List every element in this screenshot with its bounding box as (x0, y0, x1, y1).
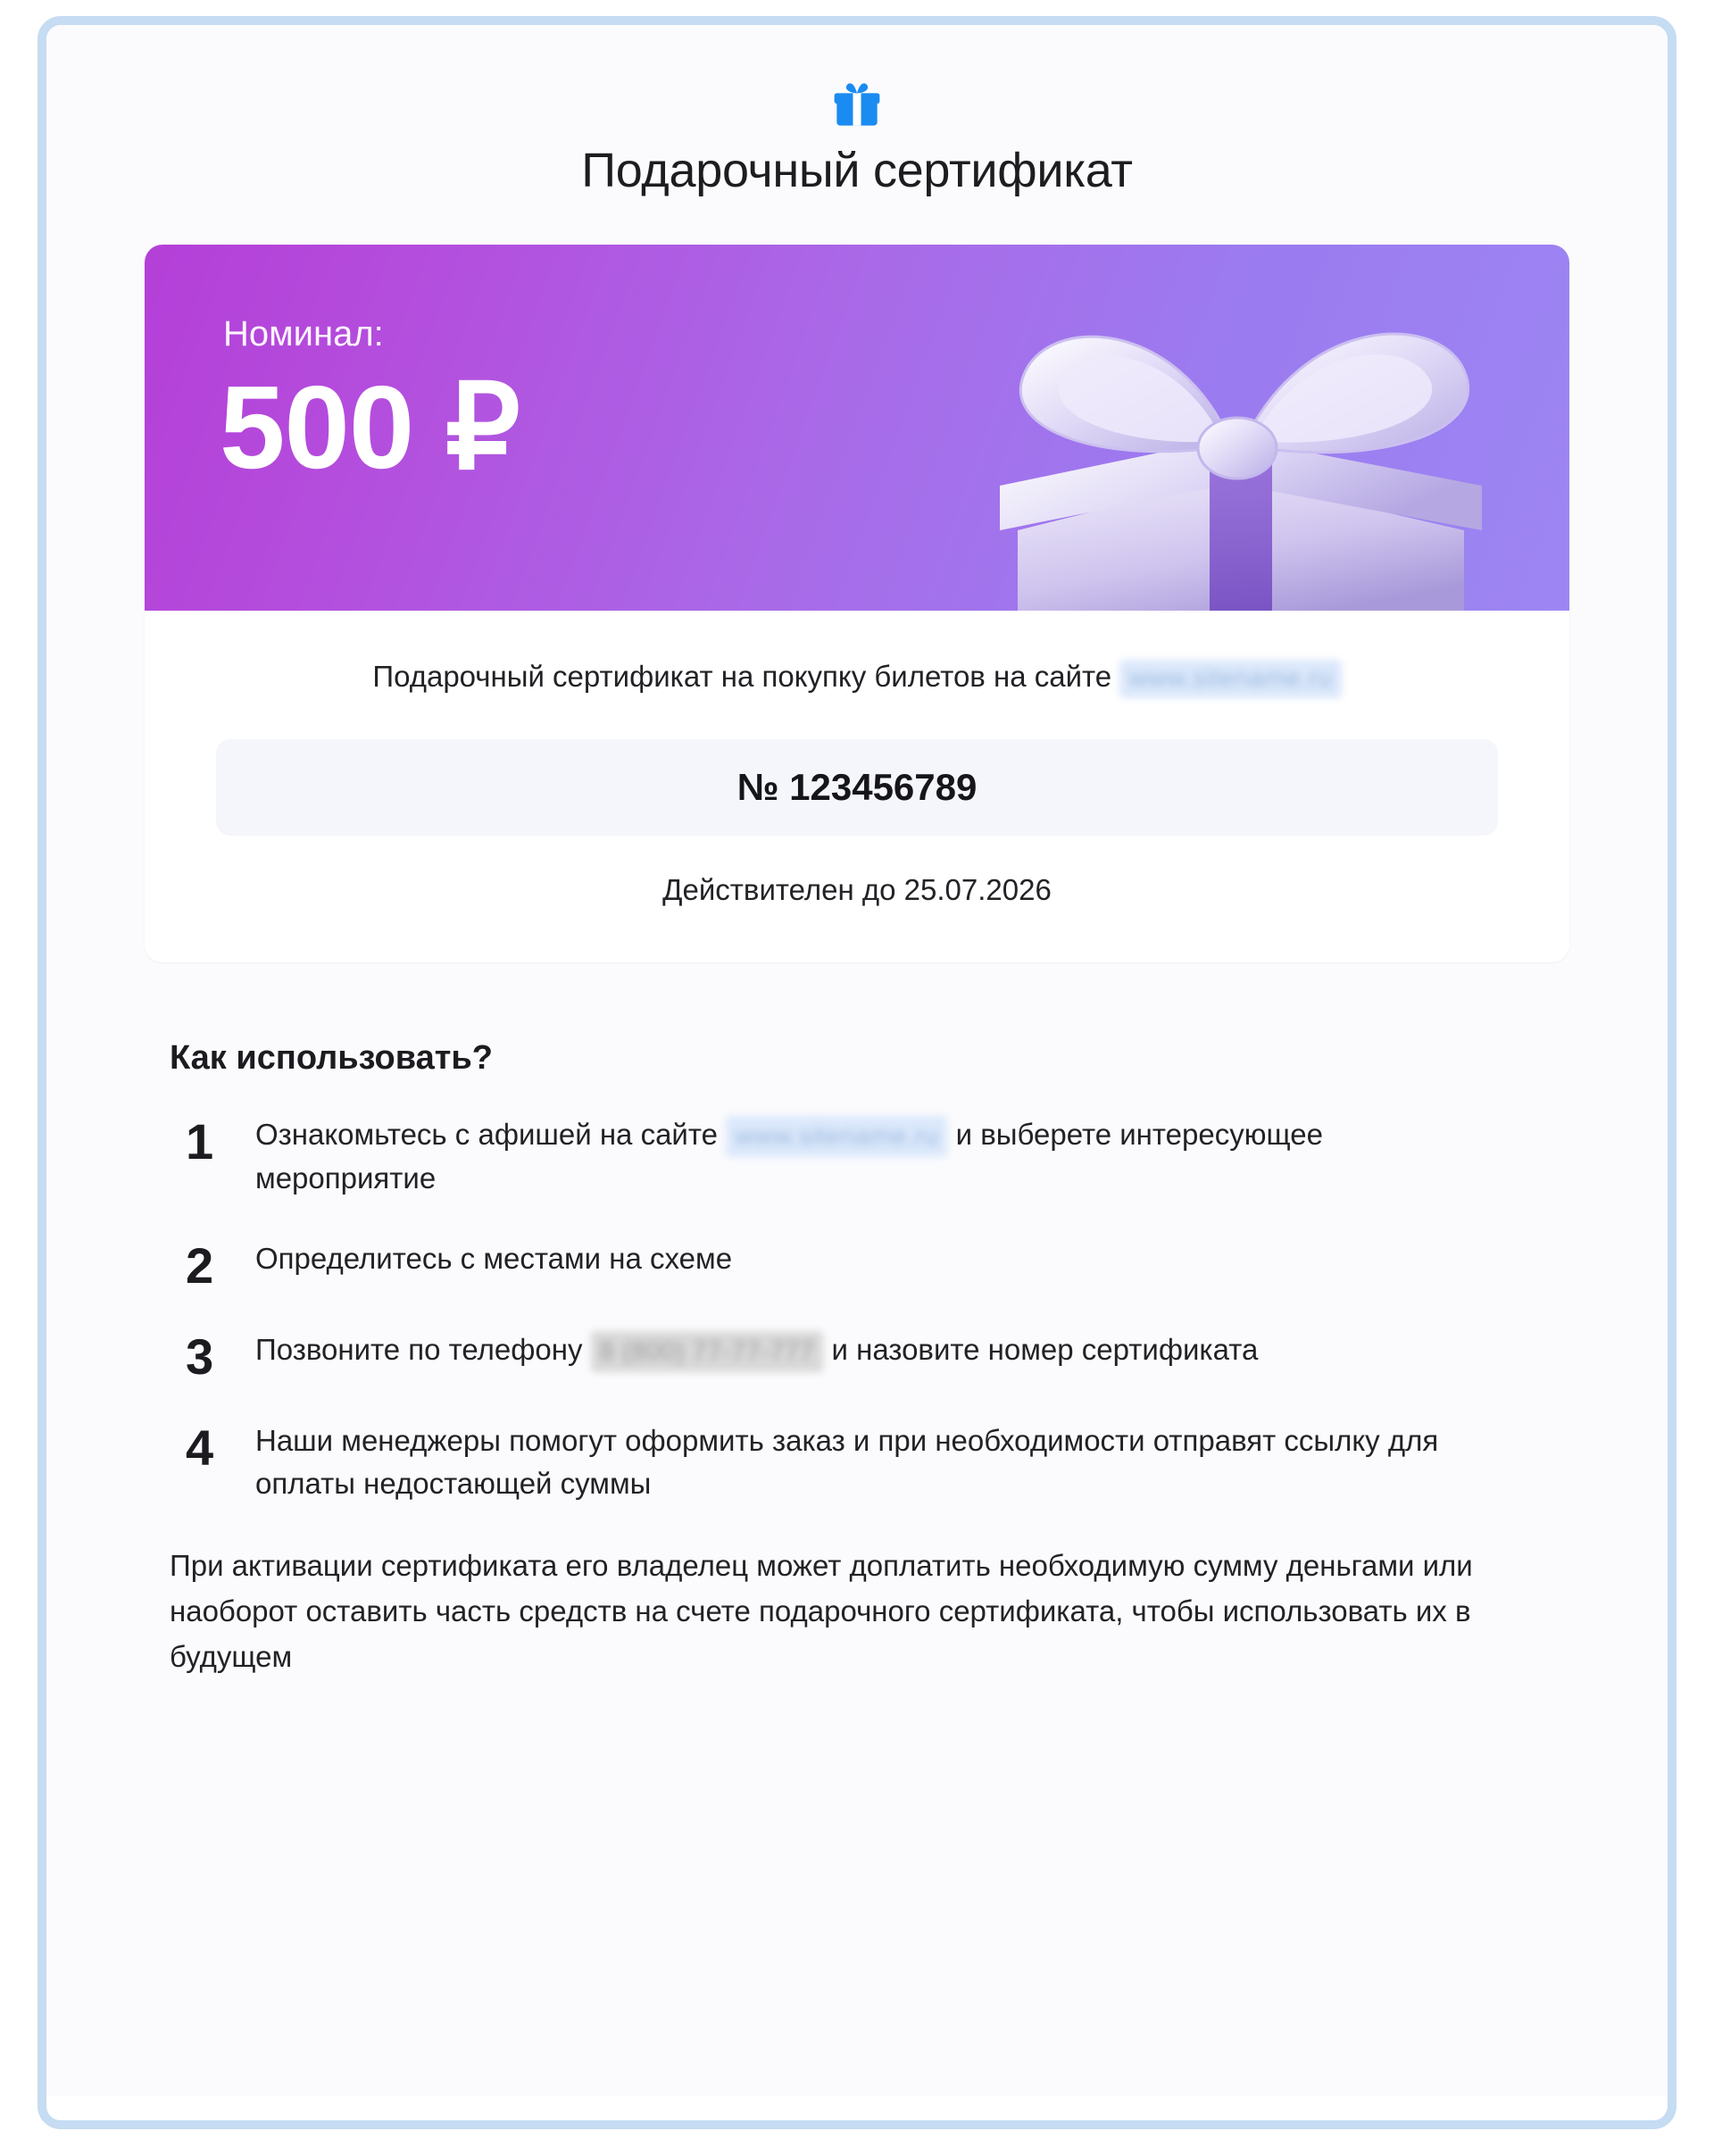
certificate-frame (37, 16, 1677, 2129)
step-text-after: и выберете интересующее мероприятие (255, 1117, 1323, 1195)
certificate-sheet (46, 25, 1668, 2096)
step-text (255, 1113, 1443, 1200)
gift-box-3d-illustration (964, 262, 1518, 611)
certificate-description (216, 657, 1498, 698)
certificate-banner (145, 245, 1569, 611)
step-text-after: и назовите номер сертификата (831, 1333, 1259, 1367)
step-text-before: Наши менеджеры помогут оформить заказ и при необходимости отправят ссылку для оплаты недостающей суммы (255, 1424, 1439, 1500)
list-item (170, 1328, 1544, 1386)
step-number: 3 (186, 1328, 214, 1386)
step-text-before: Ознакомьтесь с афишей на сайте (255, 1117, 718, 1151)
step-text-before: Определитесь с местами на схеме (255, 1242, 733, 1276)
gift-icon (831, 79, 883, 130)
header (145, 79, 1569, 198)
redacted-site-chip: www.sitename.ru (1119, 660, 1341, 698)
step-text (255, 1419, 1443, 1505)
certificate-body (145, 611, 1569, 962)
list-item (170, 1113, 1544, 1200)
step-text (255, 1237, 732, 1280)
nominal-value: 500 ₽ (220, 362, 520, 494)
step-text-before: Позвоните по телефону (255, 1333, 583, 1367)
list-item (170, 1237, 1544, 1294)
step-number: 4 (186, 1419, 214, 1477)
step-number: 2 (186, 1237, 214, 1294)
redacted-site-chip: www.sitename.ru (726, 1116, 947, 1157)
certificate-card (145, 245, 1569, 962)
certificate-number: № 123456789 (216, 739, 1498, 836)
certificate-description-text: Подарочный сертификат на покупку билетов на сайте (372, 660, 1112, 694)
redacted-phone-chip: 8 (800) 77-77-777 (591, 1331, 824, 1372)
howto-title: Как использовать? (170, 1038, 493, 1077)
page-title: Подарочный сертификат (581, 144, 1133, 197)
step-number: 1 (186, 1112, 214, 1170)
step-text (255, 1328, 1258, 1372)
list-item (170, 1419, 1544, 1505)
certificate-valid-until: Действителен до 25.07.2026 (662, 872, 1052, 906)
howto-footnote: При активации сертификата его владелец может доплатить необходимую сумму деньгами или наоборот оставить часть средств на счете подарочного сертификата, чтобы использовать их в будущем (170, 1548, 1473, 1674)
nominal-label: Номинал: (223, 314, 384, 354)
howto-section (145, 1039, 1569, 1679)
